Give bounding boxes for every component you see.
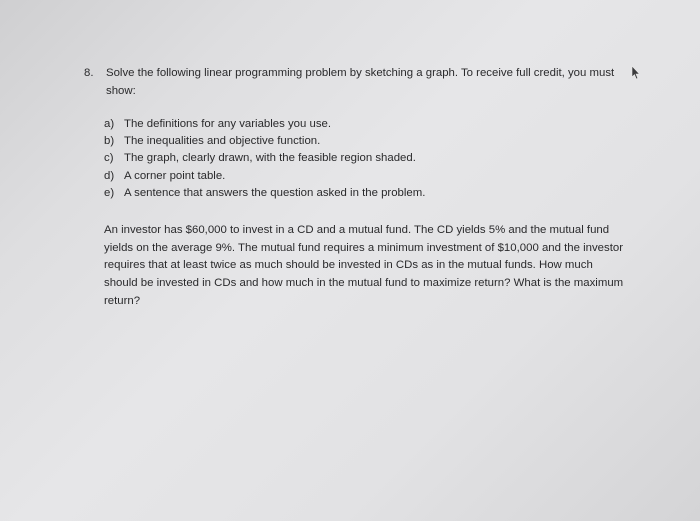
requirements-list bbox=[104, 116, 425, 202]
requirement-text: A sentence that answers the question asked in the problem. bbox=[124, 186, 426, 199]
requirement-letter: e) bbox=[104, 186, 115, 199]
requirement-a bbox=[104, 116, 425, 133]
requirement-b bbox=[104, 133, 425, 150]
requirement-letter: d) bbox=[104, 169, 115, 182]
question-instruction: Solve the following linear programming problem by sketching a graph. To receive full credit, you must show: bbox=[106, 67, 615, 97]
requirement-e bbox=[104, 185, 425, 202]
requirement-letter: a) bbox=[104, 118, 115, 130]
requirement-text: The graph, clearly drawn, with the feasible region shaded. bbox=[124, 152, 416, 165]
requirement-letter: c) bbox=[104, 152, 114, 165]
question-8 bbox=[84, 64, 644, 307]
problem-statement: An investor has $60,000 to invest in a CD and a mutual fund. The CD yields 5% and the mutual fund yields on the average 9%. The mutual fund requires a minimum investment of $10,000 and the investor requires that at least twice as much should be invested in CDs as in the mutual funds. How much should be invested in CDs and how much in the mutual fund to maximize return? What is the maximum return? bbox=[104, 224, 624, 307]
question-number: 8. bbox=[84, 67, 94, 79]
requirement-text: A corner point table. bbox=[124, 169, 226, 182]
question-header bbox=[84, 64, 644, 100]
mouse-pointer-icon bbox=[630, 66, 640, 80]
requirement-text: The inequalities and objective function. bbox=[124, 135, 321, 148]
requirement-c bbox=[104, 150, 425, 167]
requirement-letter: b) bbox=[104, 135, 115, 148]
requirement-text: The definitions for any variables you use. bbox=[124, 118, 332, 130]
requirement-d bbox=[104, 168, 425, 185]
